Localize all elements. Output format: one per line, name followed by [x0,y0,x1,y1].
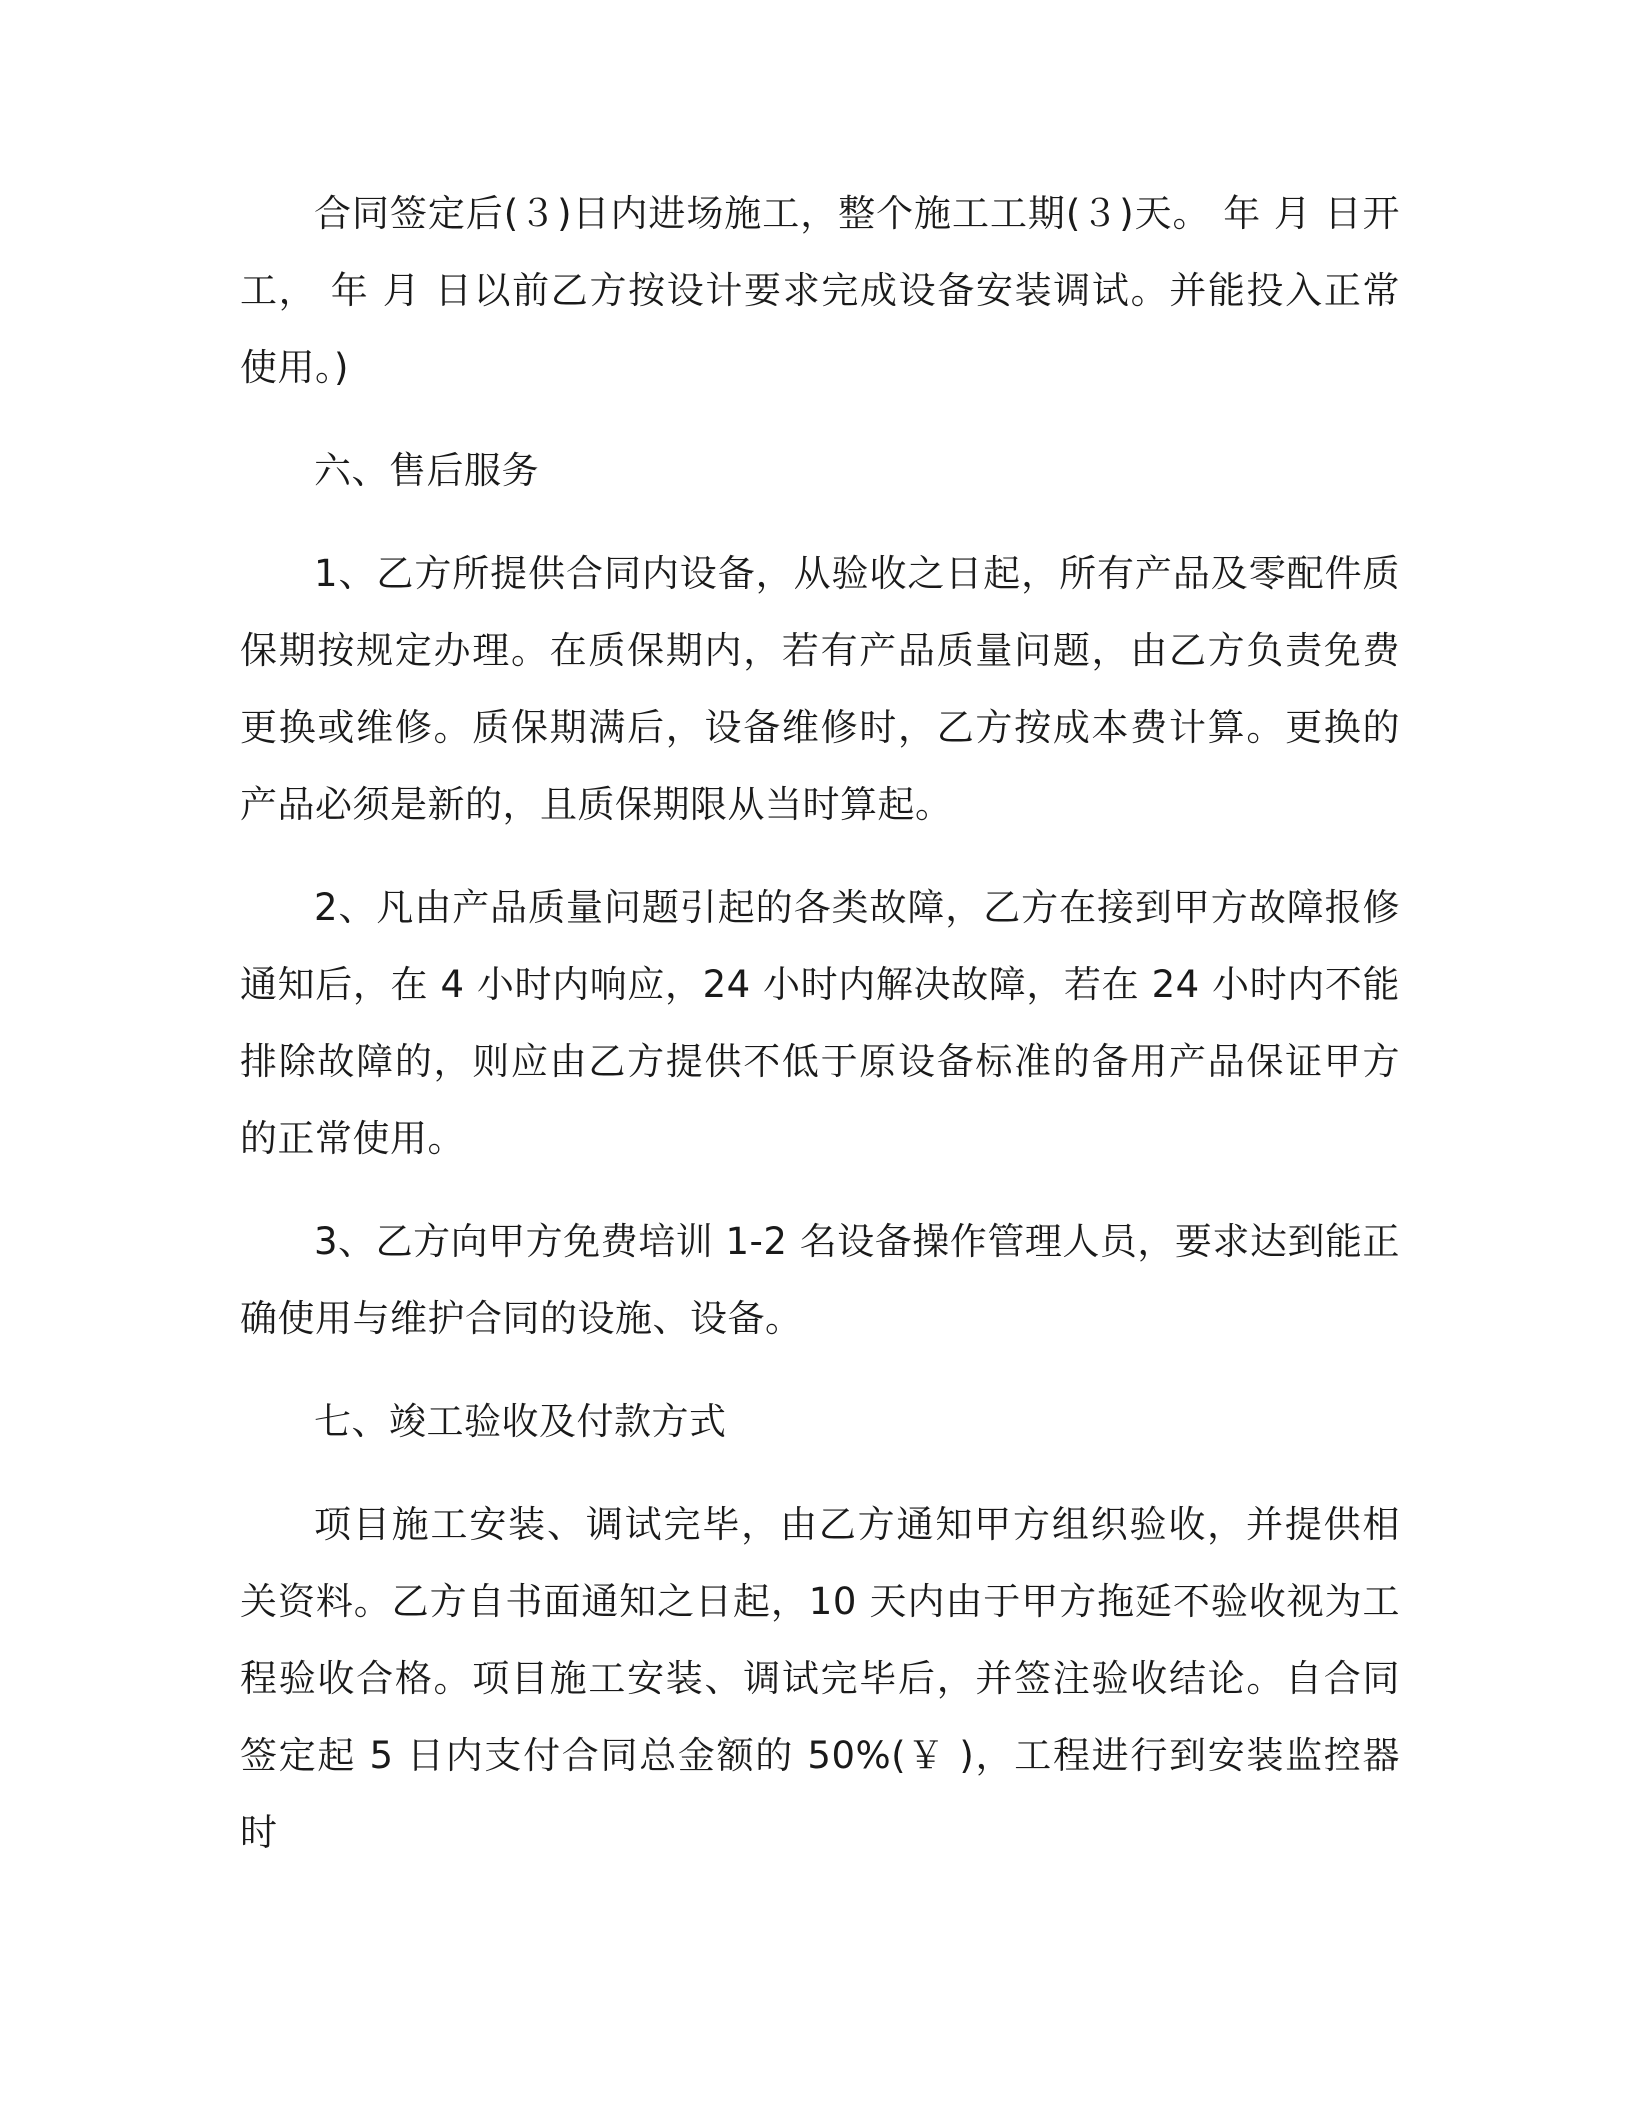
paragraph-construction-schedule: 合同签定后(３)日内进场施工，整个施工工期(３)天。 年 月 日开工， 年 月 日以前乙方按设计要求完成设备安装调试。并能投入正常使用。) [240,192,1400,389]
section-heading-acceptance-payment: 七、竣工验收及付款方式 [314,1400,727,1443]
document-body [240,175,1400,1897]
paragraph-training: 3、乙方向甲方免费培训 1-2 名设备操作管理人员，要求达到能正确使用与维护合同的设施、设备。 [240,1220,1400,1340]
paragraph-acceptance-payment: 项目施工安装、调试完毕，由乙方通知甲方组织验收，并提供相关资料。乙方自书面通知之日起，10 天内由于甲方拖延不验收视为工程验收合格。项目施工安装、调试完毕后，并签注验收结论。自合同签定起 5 日内支付合同总金额的 50%(￥ )，工程进行到安装监控器时 [240,1503,1400,1854]
paragraph-fault-response: 2、凡由产品质量问题引起的各类故障，乙方在接到甲方故障报修通知后，在 4 小时内响应，24 小时内解决故障，若在 24 小时内不能排除故障的，则应由乙方提供不低于原设备标准的备用产品保证甲方的正常使用。 [240,886,1400,1160]
section-heading-after-sales: 六、售后服务 [314,449,539,492]
paragraph-warranty: 1、乙方所提供合同内设备，从验收之日起，所有产品及零配件质保期按规定办理。在质保期内，若有产品质量问题，由乙方负责免费更换或维修。质保期满后，设备维修时，乙方按成本费计算。更换的产品必须是新的，且质保期限从当时算起。 [240,552,1400,826]
